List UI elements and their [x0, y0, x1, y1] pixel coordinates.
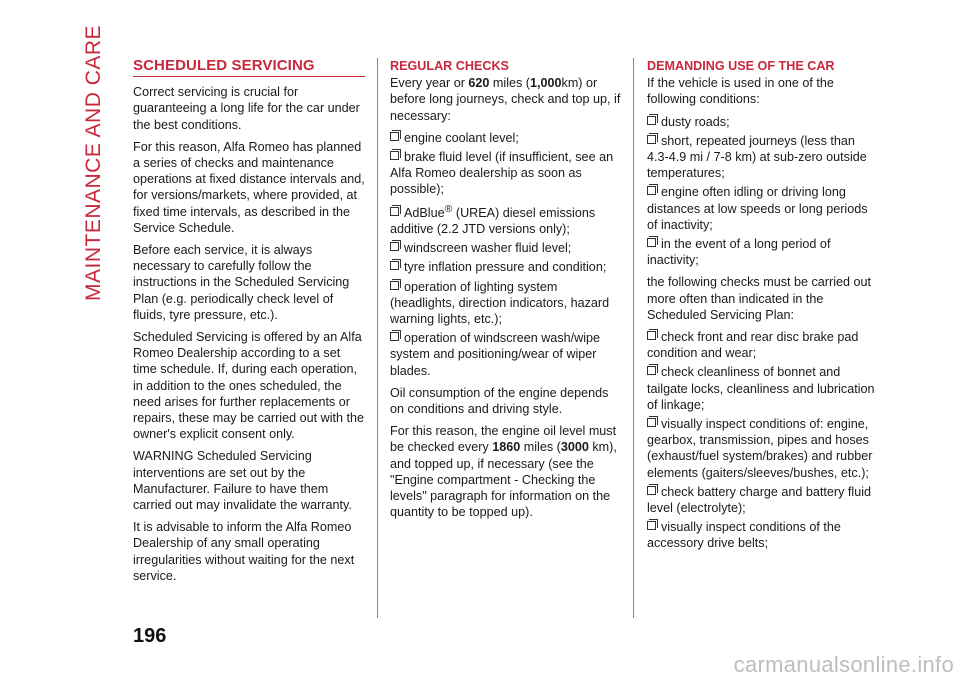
list-item: brake fluid level (if insufficient, see an Alfa Romeo dealership as soon as possible);	[390, 150, 614, 197]
list-item: engine coolant level;	[390, 130, 622, 146]
column-divider	[633, 58, 634, 618]
checkbox-bullet-icon	[390, 132, 399, 141]
checkbox-bullet-icon	[647, 116, 656, 125]
column-scheduled-servicing	[133, 58, 365, 590]
checkbox-bullet-icon	[390, 242, 399, 251]
paragraph: For this reason, the engine oil level must be checked every 1860 miles (3000 km), and topped up, if necessary (see the "Engine compartment - Checking the levels" paragraph for information on the quantity to be topped up).	[390, 424, 617, 520]
paragraph: It is advisable to inform the Alfa Romeo Dealership of any small operating irregularities without waiting for the next service.	[133, 520, 355, 583]
subsection-title: DEMANDING USE OF THE CAR	[647, 59, 835, 73]
subsection-title: REGULAR CHECKS	[390, 59, 509, 73]
list-item: dusty roads;	[647, 114, 879, 130]
list-item: check cleanliness of bonnet and tailgate locks, cleanliness and lubrication of linkage;	[647, 365, 875, 412]
section-side-title: MAINTENANCE AND CARE	[82, 24, 105, 301]
paragraph: Every year or 620 miles (1,000km) or before long journeys, check and top up, if necessary:	[390, 76, 621, 123]
miles-value: 620	[468, 76, 490, 91]
checkbox-bullet-icon	[647, 366, 656, 375]
checkbox-bullet-icon	[647, 418, 656, 427]
column-demanding-use	[647, 58, 879, 555]
paragraph: Correct servicing is crucial for guaranteeing a long life for the car under the best conditions.	[133, 85, 360, 132]
warning-paragraph: WARNING Scheduled Servicing interventions are set out by the Manufacturer. Failure to have them carried out may invalidate the warranty.	[133, 449, 352, 513]
page-number: 196	[133, 625, 167, 647]
checkbox-bullet-icon	[647, 238, 656, 247]
checkbox-bullet-icon	[647, 331, 656, 340]
watermark: carmanualsonline.info	[733, 652, 954, 677]
paragraph: Before each service, it is always necessary to carefully follow the instructions in the Scheduled Servicing Plan (e.g. periodically check level of fluids, tyre pressure, etc.).	[133, 243, 350, 322]
paragraph: For this reason, Alfa Romeo has planned a series of checks and maintenance operations at fixed distance intervals and, for versions/markets, where provided, at fixed time intervals, as described in the Service Schedule.	[133, 139, 365, 235]
registered-mark: ®	[444, 202, 453, 215]
list-item: engine often idling or driving long distances at low speeds or long periods of inactivity;	[647, 185, 868, 232]
checkbox-bullet-icon	[647, 521, 656, 530]
checkbox-bullet-icon	[647, 135, 656, 144]
checkbox-bullet-icon	[390, 207, 399, 216]
checkbox-bullet-icon	[390, 261, 399, 270]
list-item: visually inspect conditions of the accessory drive belts;	[647, 520, 841, 551]
km-value: 1,000	[530, 76, 562, 91]
checkbox-bullet-icon	[647, 186, 656, 195]
list-item: operation of windscreen wash/wipe system and positioning/wear of wiper blades.	[390, 331, 601, 378]
list-item: windscreen washer fluid level;	[390, 240, 622, 256]
checkbox-bullet-icon	[647, 486, 656, 495]
list-item: operation of lighting system (headlights, direction indicators, hazard warning lights, etc.);	[390, 279, 610, 327]
list-item: check battery charge and battery fluid level (electrolyte);	[647, 484, 872, 516]
miles-value: 1860	[492, 440, 521, 455]
list-item: in the event of a long period of inactivity;	[647, 237, 831, 268]
paragraph: Scheduled Servicing is offered by an Alfa Romeo Dealership according to a set time schedule. If, during each operation, in addition to the ones scheduled, the need arises for further replacements or repairs, these may be carried out with the owner's explicit consent only.	[133, 330, 364, 442]
list-item: visually inspect conditions of: engine, gearbox, transmission, pipes and hoses (exhaust/fuel system/brakes) and rubber elements (gaiters/sleeves/bushes, etc.);	[647, 417, 873, 480]
list-item: tyre inflation pressure and condition;	[390, 259, 622, 275]
list-item: short, repeated journeys (less than 4.3-4.9 mi / 7-8 km) at sub-zero outside temperatures;	[647, 133, 867, 181]
checkbox-bullet-icon	[390, 281, 399, 290]
section-title: SCHEDULED SERVICING	[133, 58, 365, 77]
checkbox-bullet-icon	[390, 332, 399, 341]
list-item: AdBlue® (UREA) diesel emissions additive (2.2 JTD versions only);	[390, 202, 596, 237]
paragraph: If the vehicle is used in one of the following conditions:	[647, 76, 834, 107]
km-value: 3000	[560, 440, 589, 455]
column-divider	[377, 58, 378, 618]
paragraph: the following checks must be carried out more often than indicated in the Scheduled Servicing Plan:	[647, 275, 872, 322]
list-item: check front and rear disc brake pad condition and wear;	[647, 330, 859, 361]
paragraph: Oil consumption of the engine depends on conditions and driving style.	[390, 385, 609, 417]
column-regular-checks	[390, 58, 622, 526]
checkbox-bullet-icon	[390, 151, 399, 160]
